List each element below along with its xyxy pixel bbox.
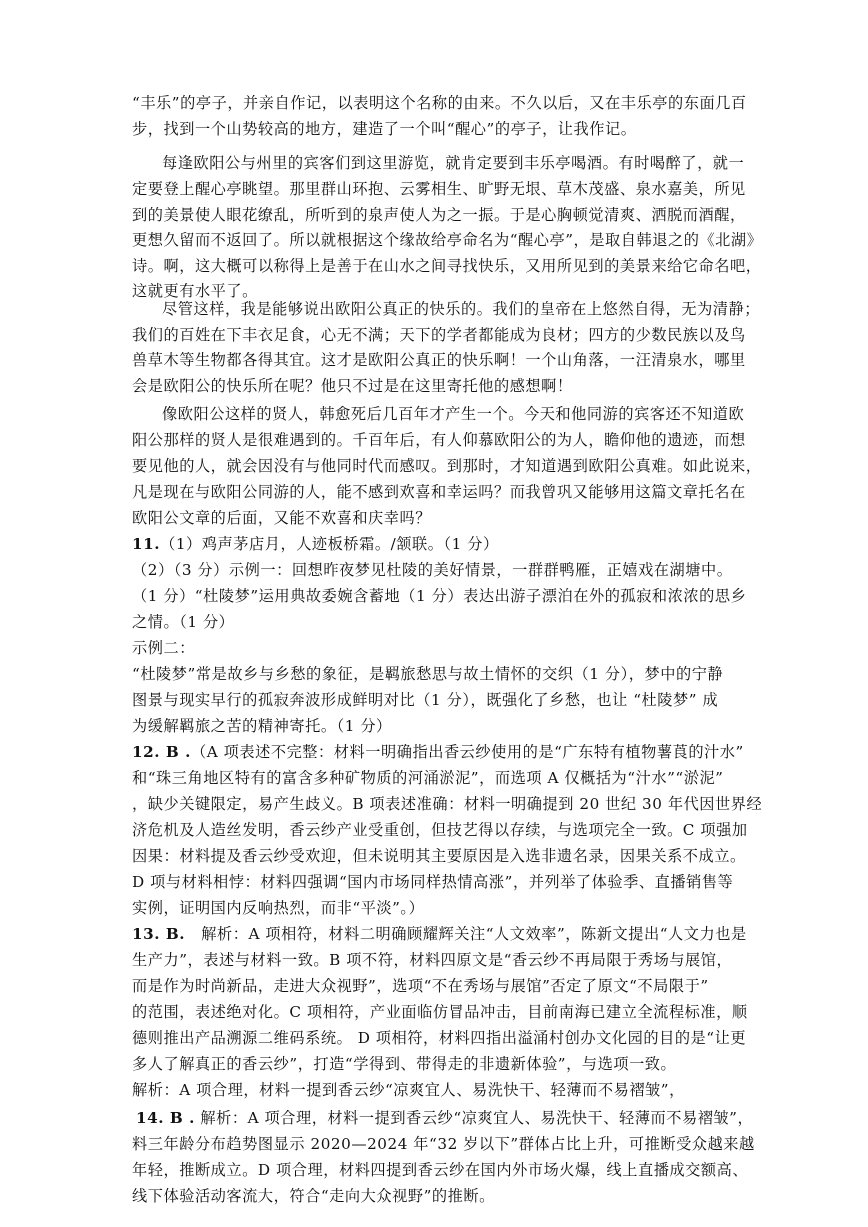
passage-line: 会是欧阳公的快乐所在呢？他只不过是在这里寄托他的感想啊！ (132, 377, 573, 395)
answer-12-line: 12. B .（A 项表述不完整：材料一明确指出香云纱使用的是“广东特有植物薯莨的汁水” (132, 743, 744, 761)
answer-14-line: 14. B . 解析：A 项合理，材料一提到香云纱“凉爽宜人、易洗快干、轻薄而不易褶皱”， (136, 1109, 754, 1127)
passage-line: 欧阳公文章的后面，又能不欢喜和庆幸吗？ (132, 509, 432, 527)
passage-line: 更想久留而不返回了。所以就根据这个缘故给亭命名为“醒心亭”，是取自韩退之的《北湖》 (132, 231, 763, 249)
answer-line: 之情。（1 分） (132, 613, 235, 631)
answer-line: 年轻，推断成立。D 项合理，材料四提到香云纱在国内外市场火爆，线上直播成交额高、 (132, 1161, 749, 1179)
answer-line: 多人了解真正的香云纱”，打造“学得到、带得走的非遗新体验”，与选项一致。 (132, 1055, 677, 1073)
answer-line: （2）（3 分）示例一：回想昨夜梦见杜陵的美好情景，一群群鸭雁，正嬉戏在湖塘中。 (132, 561, 733, 579)
question-number-11: 11. (132, 535, 161, 553)
answer-line: 料三年龄分布趋势图显示 2020—2024 年“32 岁以下”群体占比上升，可推断受众越来越 (132, 1135, 755, 1153)
passage-line: 到的美景使人眼花缭乱，所听到的泉声使人为之一振。于是心胸顿觉清爽、洒脱而酒醒， (132, 206, 746, 224)
passage-line: 要见他的人，就会因没有与他同时代而感叹。到那时，才知道遇到欧阳公真难。如此说来， (132, 457, 762, 475)
answer-line: ，缺少关键限定，易产生歧义。B 项表述准确：材料一明确提到 20 世纪 30 年代因世界经 (132, 795, 763, 813)
passage-line: 步，找到一个山势较高的地方，建造了一个叫“醒心”的亭子，让我作记。 (132, 120, 637, 138)
question-number-14: 14. B . (136, 1109, 195, 1127)
passage-line: 每逢欧阳公与州里的宾客们到这里游览，就肯定要到丰乐亭喝酒。有时喝醉了，就一 (162, 154, 745, 172)
answer-line: 解析：A 项合理，材料一提到香云纱“凉爽宜人、易洗快干、轻薄而不易褶皱”， (132, 1081, 685, 1099)
question-number-12: 12. B . (132, 743, 191, 761)
answer-line: （1 分）“杜陵梦”运用典故委婉含蓄地（1 分）表达出游子漂泊在外的孤寂和浓浓的思乡 (132, 587, 747, 605)
passage-line: 定要登上醒心亭眺望。那里群山环抱、云雾相生、旷野无垠、草木茂盛、泉水嘉美，所见 (132, 180, 746, 198)
passage-line: 兽草木等生物都各得其宜。这才是欧阳公真正的快乐啊！一个山角落，一汪清泉水，哪里 (132, 351, 746, 369)
answer-line: 线下体验活动客流大，符合“走向大众视野”的推断。 (132, 1187, 495, 1205)
answer-line: 的范围，表述绝对化。C 项相符，产业面临仿冒品冲击，目前南海已建立全流程标准，顺 (132, 1003, 748, 1021)
passage-line: 这就更有水平了。 (132, 282, 258, 300)
answer-11-line: 11.（1）鸡声茅店月，人迹板桥霜。/颔联。（1 分） (132, 535, 499, 553)
answer-line: 而是作为时尚新品，走进大众视野”，选项“不在秀场与展馆”否定了原文“不局限于” (132, 977, 709, 995)
answer-line: D 项与材料相悖：材料四强调“国内市场同样热情高涨”，并列举了体验季、直播销售等 (132, 873, 734, 891)
answer-line: 实例，证明国内反响热烈，而非“平淡”。） (132, 899, 425, 917)
answer-line: 济危机及人造丝发明，香云纱产业受重创，但技艺得以存续，与选项完全一致。C 项强加 (132, 821, 748, 839)
question-number-13: 13. B. (132, 925, 186, 943)
answer-line: 示例二： (132, 639, 195, 657)
passage-line: 我们的百姓在下丰衣足食，心无不满；天下的学者都能成为良材；四方的少数民族以及鸟 (132, 326, 746, 344)
passage-line: 像欧阳公这样的贤人，韩愈死后几百年才产生一个。今天和他同游的宾客还不知道欧 (162, 405, 745, 423)
answer-line: 图景与现实早行的孤寂奔波形成鲜明对比（1 分），既强化了乡愁，也让 “杜陵梦” 成 (132, 691, 719, 709)
passage-line: 阳公那样的贤人是很难遇到的。千百年后，有人仰慕欧阳公的为人，瞻仰他的遗迹，而想 (132, 431, 746, 449)
passage-line: 凡是现在与欧阳公同游的人，能不感到欢喜和幸运吗？而我曾巩又能够用这篇文章托名在 (132, 483, 746, 501)
answer-line: 因果：材料提及香云纱受欢迎，但未说明其主要原因是入选非遗名录，因果关系不成立。 (132, 847, 746, 865)
passage-line: “丰乐”的亭子，并亲自作记，以表明这个名称的由来。不久以后，又在丰乐亭的东面几百 (132, 94, 747, 112)
answer-line: “杜陵梦”常是故乡与乡愁的象征，是羁旅愁思与故土情怀的交织（1 分），梦中的宁静 (132, 665, 724, 683)
passage-line: 尽管这样，我是能够说出欧阳公真正的快乐的。我们的皇帝在上悠然自得，无为清静； (162, 300, 761, 318)
answer-line: 德则推出产品溯源二维码系统。 D 项相符，材料四指出溢涌村创办文化园的目的是“让更 (132, 1029, 747, 1047)
answer-line: 为缓解羁旅之苦的精神寄托。（1 分） (132, 717, 392, 735)
answer-line: 和“珠三角地区特有的富含多种矿物质的河涌淤泥”，而选项 A 仅概括为“汁水”“淤泥” (132, 769, 724, 787)
answer-13-line: 13. B. 解析：A 项相符，材料二明确顾耀辉关注“人文效率”，陈新文提出“人文力也是 (132, 925, 747, 943)
passage-line: 诗。啊，这大概可以称得上是善于在山水之间寻找快乐，又用所见到的美景来给它命名吧， (132, 257, 762, 275)
answer-line: 生产力”，表述与材料一致。B 项不符，材料四原文是“香云纱不再局限于秀场与展馆， (132, 951, 733, 969)
